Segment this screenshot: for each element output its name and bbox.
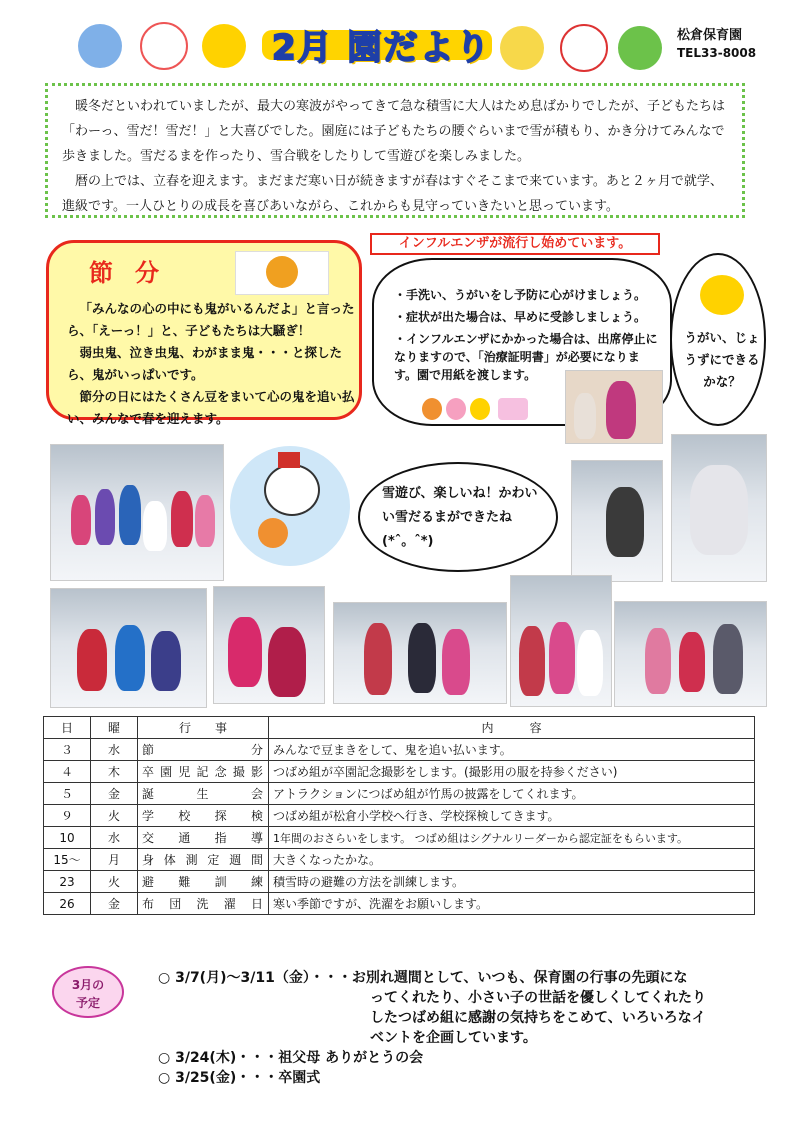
rabbit-character-icon — [446, 398, 466, 420]
schedule-table — [43, 716, 755, 915]
row-event: 誕生会 — [138, 783, 269, 805]
row-event: 卒園児記念撮影 — [138, 761, 269, 783]
march-item-farewell-week: ○ 3/7(月)～3/11（金）・・・お別れ週間として、いつも、保育園の行事の先頭にな — [158, 970, 688, 986]
row-day: 10 — [44, 827, 91, 849]
elephant-character-icon — [78, 24, 122, 68]
photo-girl-snowball — [571, 460, 663, 582]
row-day: ３ — [44, 739, 91, 761]
table-row — [44, 783, 755, 805]
row-weekday: 金 — [91, 893, 138, 915]
march-plan-list — [158, 968, 706, 1088]
schedule-header-row — [44, 717, 755, 739]
snowman-icon — [264, 464, 320, 516]
row-content: つばめ組が松倉小学校へ行き、学校探検してきます。 — [269, 805, 755, 827]
march-badge-line-2: 予定 — [75, 996, 100, 1010]
header-weekday: 曜 — [91, 717, 138, 739]
bird-character-icon — [500, 26, 544, 70]
setsubun-paragraph-2: 弱虫鬼、泣き虫鬼、わがまま鬼・・・と探したら、鬼がいっぱいです。 — [67, 345, 343, 382]
table-row — [44, 849, 755, 871]
row-event: 避難訓練 — [138, 871, 269, 893]
rabbit-character-icon — [140, 22, 188, 70]
row-weekday: 金 — [91, 783, 138, 805]
oni-illustration — [235, 251, 329, 295]
setsubun-title: 節分 — [89, 259, 181, 287]
chick-character-icon — [202, 24, 246, 68]
snow-bubble-text: 雪遊び、楽しいね！かわいい雪だるまができたね(*ˆ。ˆ*) — [382, 486, 538, 549]
row-weekday: 火 — [91, 871, 138, 893]
row-content: アトラクションにつばめ組が竹馬の披露をしてくれます。 — [269, 783, 755, 805]
table-row — [44, 827, 755, 849]
school-phone: TEL33-8008 — [677, 46, 757, 60]
table-row — [44, 871, 755, 893]
photo-snowman-kids-2 — [510, 575, 612, 707]
intro-paragraph-1: 暖冬だといわれていましたが、最大の寒波がやってきて急な積雪に大人はため息ばかりでしたが、子どもたちは「わーっ、雪だ！雪だ！」と大喜びでした。園庭には子どもたちの腰ぐらいまで雪が積もり、かき分けてみんなで歩きました。雪だるまを作ったり、雪合戦をしたりして雪遊びを楽しみました。 — [62, 99, 726, 164]
oni-icon — [266, 256, 298, 288]
row-day: ５ — [44, 783, 91, 805]
row-event: 交通指導 — [138, 827, 269, 849]
setsubun-section — [46, 240, 362, 426]
header-day: 日 — [44, 717, 91, 739]
row-weekday: 火 — [91, 805, 138, 827]
intro-box — [45, 83, 745, 218]
table-row — [44, 805, 755, 827]
photo-gargling — [565, 370, 663, 444]
page-title — [272, 20, 492, 72]
school-name: 松倉保育園 — [677, 28, 743, 43]
snowman-character-icon — [560, 24, 608, 72]
row-weekday: 月 — [91, 849, 138, 871]
row-content: みんなで豆まきをして、鬼を追い払います。 — [269, 739, 755, 761]
hand-washing-characters — [422, 398, 532, 420]
setsubun-paragraph-3: 節分の日にはたくさん豆をまいて心の鬼を追い払い、みんなで春を迎えます。 — [67, 389, 355, 426]
photo-snowmen-kids — [50, 444, 224, 581]
march-item-graduation: ○ 3/25(金)・・・卒園式 — [158, 1070, 321, 1086]
flu-note-2: ・症状が出た場合は、早めに受診しましょう。 — [394, 310, 647, 324]
header-content: 内 容 — [269, 717, 755, 739]
sink-icon — [498, 398, 528, 420]
intro-paragraph-2: 暦の上では、立春を迎えます。まだまだ寒い日が続きますが春はすぐそこまで来ています。あと２ヶ月で就学、進級です。一人ひとりの成長を喜びあいながら、これからも見守っていきたいと思っています。 — [62, 174, 723, 214]
march-plan-badge — [52, 966, 124, 1018]
snowman-hat-icon — [278, 452, 300, 468]
photo-girls-pink — [213, 586, 325, 704]
cat-character-icon — [258, 518, 288, 548]
bear-character-icon — [422, 398, 442, 420]
gargle-chick-icon — [700, 275, 744, 315]
setsubun-paragraph-1: 「みんなの心の中にも鬼がいるんだよ」と言ったら、「えーっ！」と、子どもたちは大騒ぎ！ — [67, 301, 355, 338]
row-day: 26 — [44, 893, 91, 915]
row-event: 布団洗濯日 — [138, 893, 269, 915]
photo-three-kids — [50, 588, 207, 708]
table-row — [44, 893, 755, 915]
row-day: 23 — [44, 871, 91, 893]
row-weekday: 水 — [91, 739, 138, 761]
frog-character-icon — [618, 26, 662, 70]
row-event: 節分 — [138, 739, 269, 761]
flu-note-1: ・手洗い、うがいをし予防に心がけましょう。 — [394, 288, 647, 302]
march-item-grandparents: ○ 3/24(木)・・・祖父母 ありがとうの会 — [158, 1050, 424, 1066]
table-row — [44, 739, 755, 761]
row-content: 大きくなったかな。 — [269, 849, 755, 871]
snow-speech-bubble — [358, 462, 558, 572]
header-event: 行 事 — [138, 717, 269, 739]
photo-snowball-play — [333, 602, 507, 704]
row-event: 学校探検 — [138, 805, 269, 827]
row-content: つばめ組が卒園記念撮影をします。(撮影用の服を持参ください) — [269, 761, 755, 783]
row-content: 1年間のおさらいをします。 つばめ組はシグナルリーダーから認定証をもらいます。 — [269, 827, 755, 849]
gargle-text: うがい、じょうずにできるかな？ — [684, 330, 760, 389]
setsubun-text — [67, 298, 355, 430]
header-decoration-right — [498, 18, 668, 72]
gargle-speech-bubble — [670, 253, 766, 426]
chick-character-icon — [470, 398, 490, 420]
photo-girl-hat — [671, 434, 767, 582]
flu-note-3: ・インフルエンザにかかった場合は、出席停止になりますので、「治療証明書」が必要になります。園で用紙を渡します。 — [394, 332, 658, 382]
row-content: 寒い季節ですが、洗濯をお願いします。 — [269, 893, 755, 915]
snowman-illustration — [230, 446, 350, 566]
march-item-farewell-week-cont-1: ってくれたり、小さい子の世話を優しくしてくれたり — [370, 990, 706, 1006]
row-day: ９ — [44, 805, 91, 827]
row-content: 積雪時の避難の方法を訓練します。 — [269, 871, 755, 893]
row-weekday: 水 — [91, 827, 138, 849]
flu-title: インフルエンザが流行し始めています。 — [370, 233, 660, 255]
row-day: 15～ — [44, 849, 91, 871]
row-weekday: 木 — [91, 761, 138, 783]
table-row — [44, 761, 755, 783]
row-event: 身体測定週間 — [138, 849, 269, 871]
march-item-farewell-week-cont-3: ベントを企画しています。 — [370, 1030, 537, 1046]
march-badge-line-1: 3月の — [71, 978, 105, 992]
photo-kids-snowman-3 — [614, 601, 767, 707]
row-day: ４ — [44, 761, 91, 783]
header-decoration-left — [78, 18, 258, 72]
march-item-farewell-week-cont-2: したつばめ組に感謝の気持ちをこめて、いろいろなイ — [370, 1010, 706, 1026]
page-title-text: 2月 園だより — [272, 28, 492, 68]
